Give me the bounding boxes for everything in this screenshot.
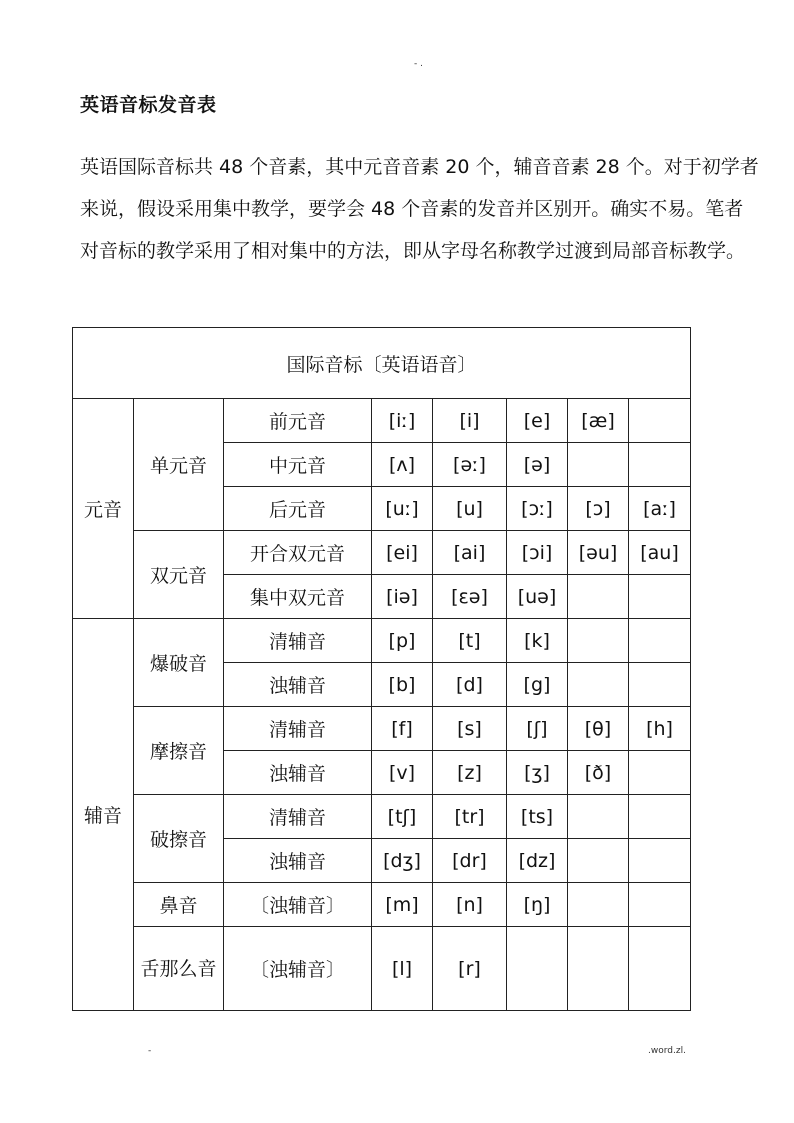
ipa-cell: [uə] (507, 575, 568, 619)
ipa-cell: [au] (629, 531, 691, 575)
lateral-label: 舌那么音 (134, 927, 224, 1011)
ipa-cell: [ʃ] (507, 707, 568, 751)
ipa-cell: [l] (372, 927, 433, 1011)
ipa-cell (629, 927, 691, 1011)
ipa-cell (568, 927, 629, 1011)
ipa-cell (629, 795, 691, 839)
ipa-cell (568, 619, 629, 663)
ipa-cell (629, 839, 691, 883)
ipa-cell: [n] (433, 883, 507, 927)
header-mark: - . (414, 59, 423, 69)
vowel-group-label: 元音 (73, 399, 134, 619)
intro-paragraph: 英语国际音标共 48 个音素，其中元音音素 20 个，辅音音素 28 个。对于初学者来说，假设采用集中教学，要学会 48 个音素的发音并区别开。确实不易。笔者对音标的教学采用了相对集中的方法，即从字母名称教学过渡到局部音标教学。 (80, 156, 759, 262)
ipa-cell: [s] (433, 707, 507, 751)
ipa-cell (568, 663, 629, 707)
ipa-cell (507, 927, 568, 1011)
ipa-cell: [i] (433, 399, 507, 443)
ipa-cell: [θ] (568, 707, 629, 751)
ipa-cell: [ei] (372, 531, 433, 575)
ipa-cell (629, 443, 691, 487)
consonant-group-label: 辅音 (73, 619, 134, 1011)
fricative-label: 摩擦音 (134, 707, 224, 795)
ipa-cell (568, 883, 629, 927)
ipa-cell: [ts] (507, 795, 568, 839)
ipa-cell: [dʒ] (372, 839, 433, 883)
ipa-cell: [ð] (568, 751, 629, 795)
ipa-cell: [ə] (507, 443, 568, 487)
ipa-cell (629, 399, 691, 443)
ipa-cell: [h] (629, 707, 691, 751)
ipa-cell: [ɔi] (507, 531, 568, 575)
ipa-cell: [ɔ] (568, 487, 629, 531)
ipa-table (72, 327, 691, 1011)
ipa-cell (629, 575, 691, 619)
ipa-cell: [ʌ] (372, 443, 433, 487)
ipa-cell (629, 751, 691, 795)
ipa-cell (568, 795, 629, 839)
row-label: 后元音 (224, 487, 372, 531)
ipa-cell: [e] (507, 399, 568, 443)
ipa-cell: [f] (372, 707, 433, 751)
ipa-cell: [m] (372, 883, 433, 927)
ipa-cell: [dr] (433, 839, 507, 883)
row-label: 浊辅音 (224, 663, 372, 707)
ipa-cell: [t] (433, 619, 507, 663)
page-title: 英语音标发音表 (80, 94, 217, 116)
row-label: 〔浊辅音〕 (224, 883, 372, 927)
row-label: 前元音 (224, 399, 372, 443)
ipa-cell: [g] (507, 663, 568, 707)
row-label: 清辅音 (224, 619, 372, 663)
ipa-cell: [əu] (568, 531, 629, 575)
ipa-cell (629, 883, 691, 927)
ipa-cell (629, 663, 691, 707)
row-label: 浊辅音 (224, 751, 372, 795)
ipa-cell (629, 619, 691, 663)
diphthong-label: 双元音 (134, 531, 224, 619)
ipa-cell: [ʒ] (507, 751, 568, 795)
row-label: 〔浊辅音〕 (224, 927, 372, 1011)
ipa-cell (568, 443, 629, 487)
plosive-label: 爆破音 (134, 619, 224, 707)
ipa-cell: [tr] (433, 795, 507, 839)
row-label: 清辅音 (224, 795, 372, 839)
row-label: 集中双元音 (224, 575, 372, 619)
ipa-cell: [dz] (507, 839, 568, 883)
ipa-cell (568, 575, 629, 619)
ipa-cell: [v] (372, 751, 433, 795)
row-label: 浊辅音 (224, 839, 372, 883)
ipa-cell: [uː] (372, 487, 433, 531)
ipa-cell: [ɔː] (507, 487, 568, 531)
affricate-label: 破擦音 (134, 795, 224, 883)
ipa-cell: [z] (433, 751, 507, 795)
ipa-cell: [r] (433, 927, 507, 1011)
ipa-cell: [iə] (372, 575, 433, 619)
ipa-cell: [k] (507, 619, 568, 663)
row-label: 开合双元音 (224, 531, 372, 575)
row-label: 清辅音 (224, 707, 372, 751)
ipa-cell: [aː] (629, 487, 691, 531)
ipa-cell: [iː] (372, 399, 433, 443)
table-heading: 国际音标〔英语语音〕 (73, 328, 691, 399)
ipa-cell: [tʃ] (372, 795, 433, 839)
monophthong-label: 单元音 (134, 399, 224, 531)
ipa-cell: [æ] (568, 399, 629, 443)
ipa-cell: [əː] (433, 443, 507, 487)
ipa-cell: [d] (433, 663, 507, 707)
ipa-cell: [ŋ] (507, 883, 568, 927)
ipa-cell (568, 839, 629, 883)
ipa-cell: [u] (433, 487, 507, 531)
footer-source: .word.zl. (648, 1046, 686, 1056)
ipa-cell: [ai] (433, 531, 507, 575)
ipa-cell: [p] (372, 619, 433, 663)
row-label: 中元音 (224, 443, 372, 487)
nasal-label: 鼻音 (134, 883, 224, 927)
ipa-cell: [εə] (433, 575, 507, 619)
footer-left-mark: - (148, 1046, 152, 1056)
ipa-cell: [b] (372, 663, 433, 707)
